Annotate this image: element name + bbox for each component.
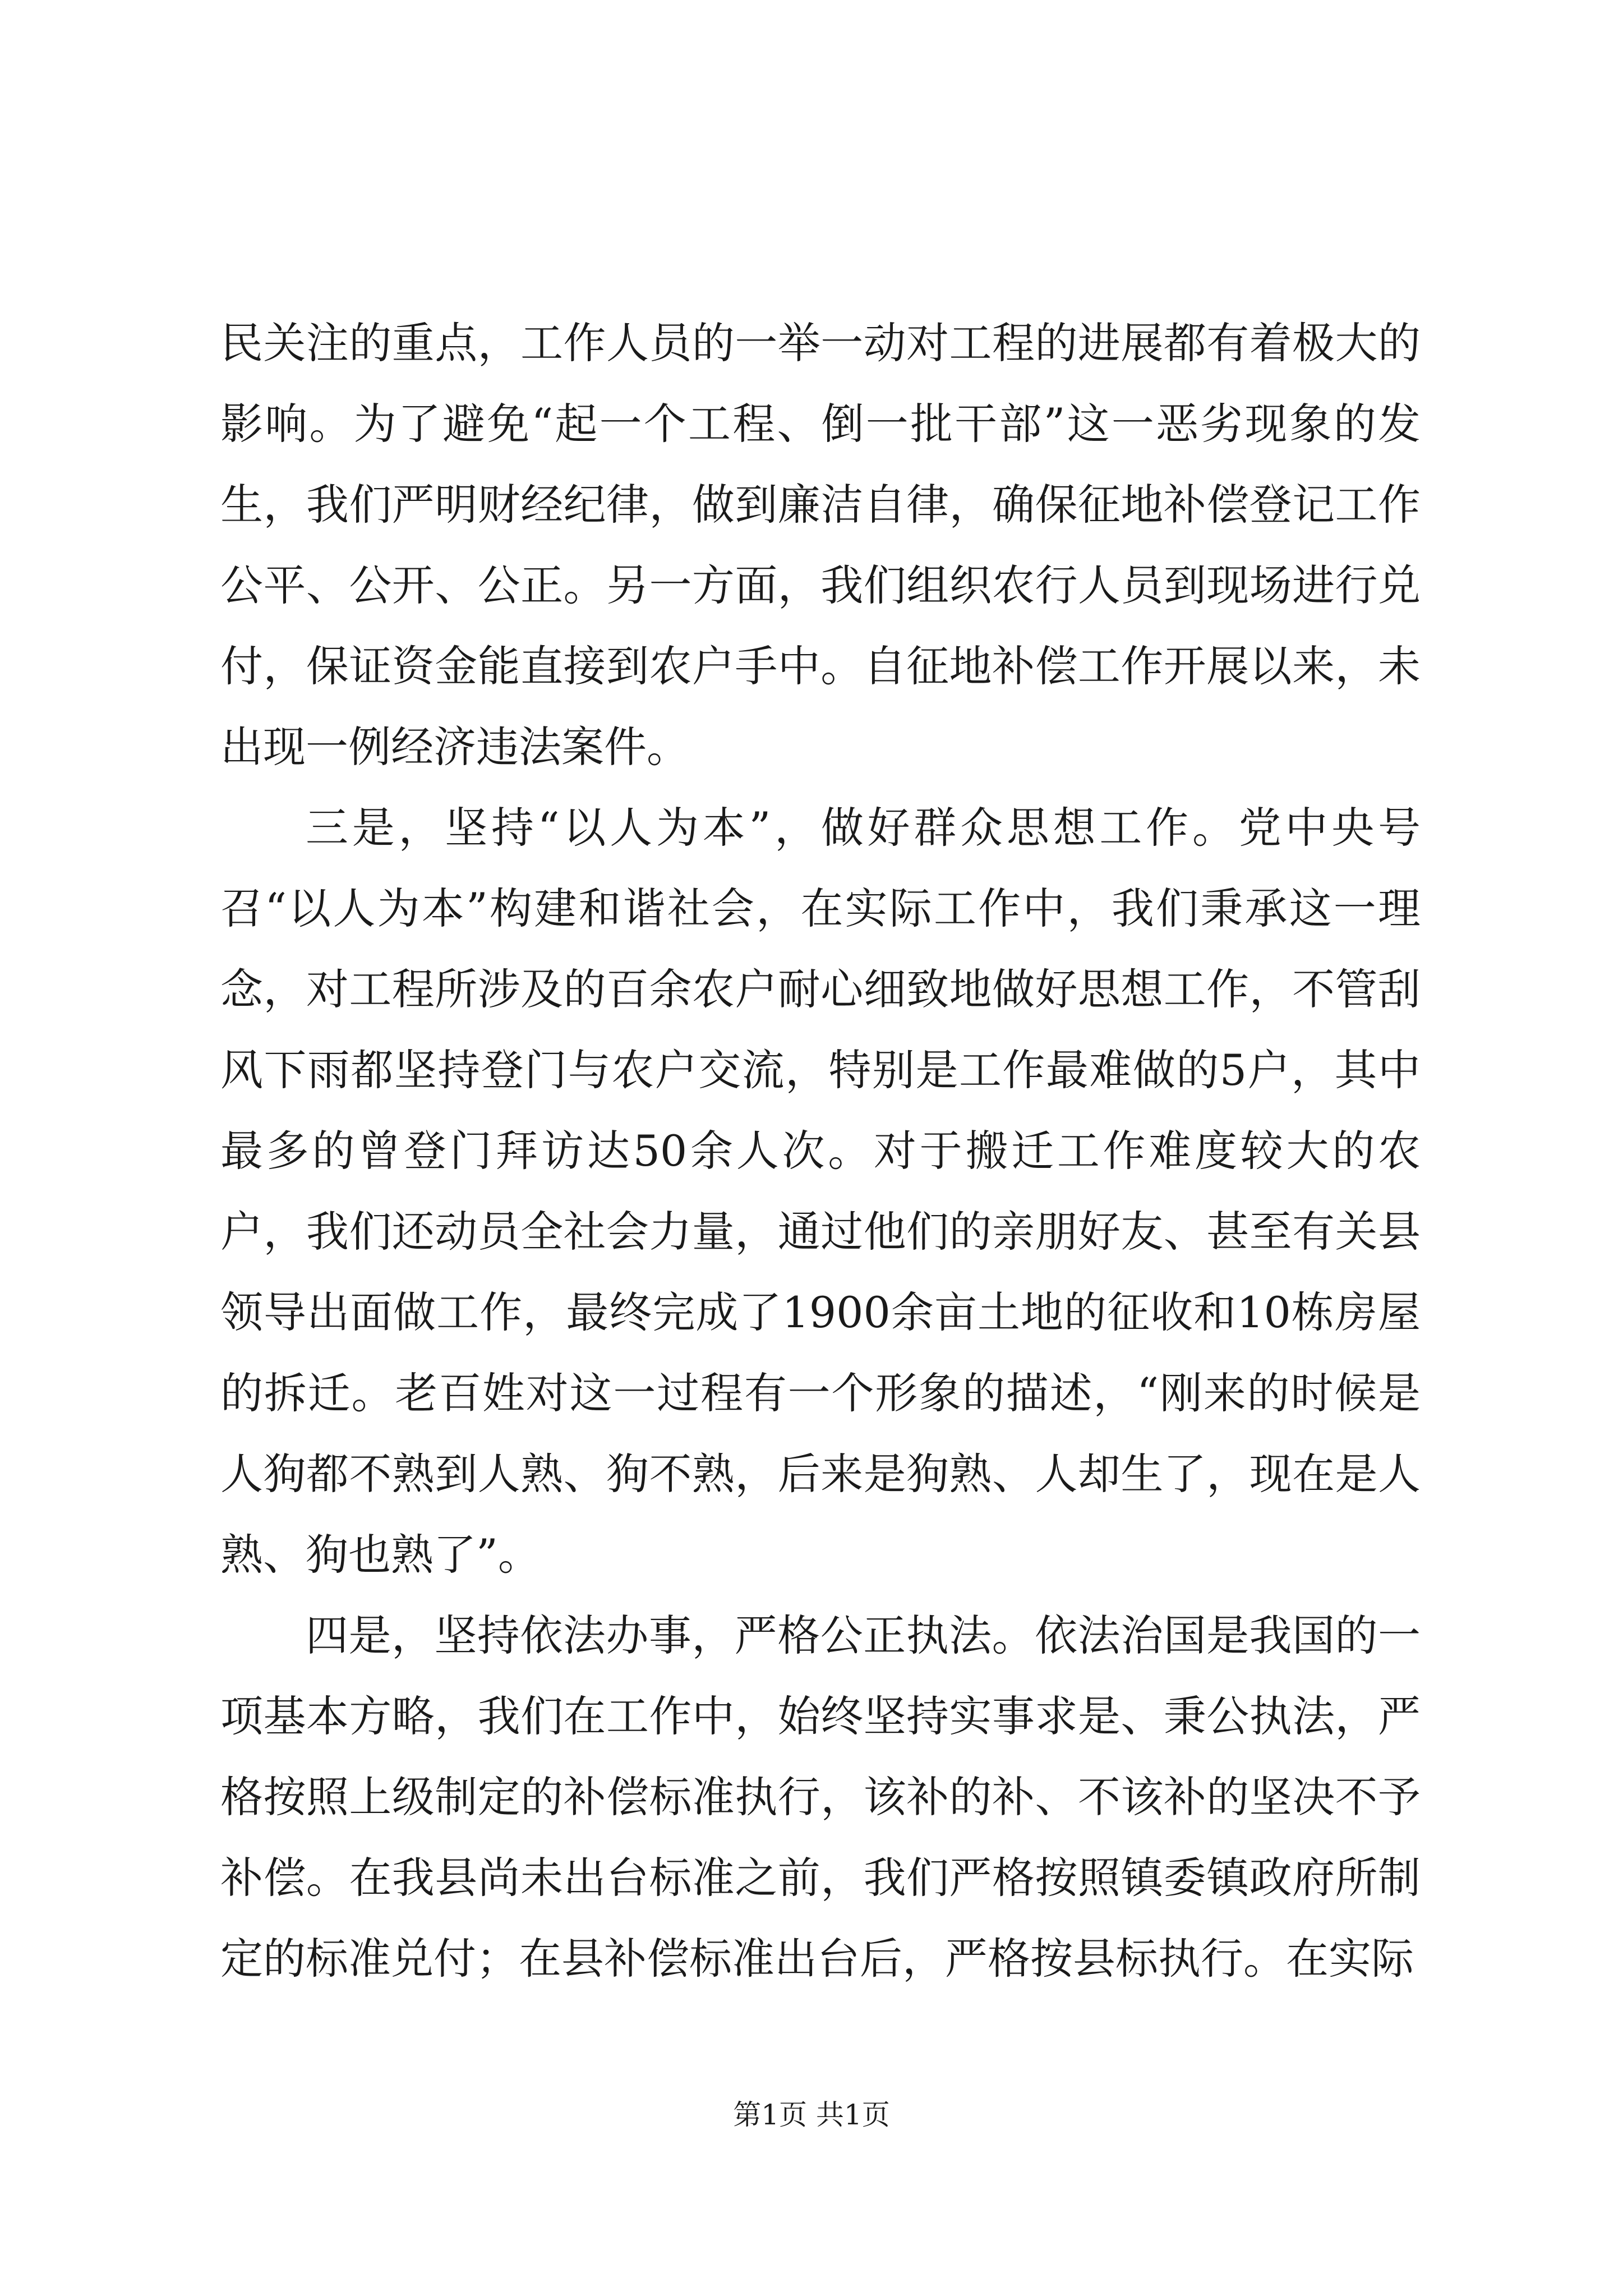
document-body bbox=[220, 303, 1421, 1999]
paragraph-2: 三是，坚持“以人为本”，做好群众思想工作。党中央号召“以人为本”构建和谐社会，在实际工作中，我们秉承这一理念，对工程所涉及的百余农户耐心细致地做好思想工作，不管刮风下雨都坚持登门与农户交流，特别是工作最难做的5户，其中最多的曾登门拜访达50余人次。对于搬迁工作难度较大的农户，我们还动员全社会力量，通过他们的亲朋好友、甚至有关县领导出面做工作，最终完成了1900余亩土地的征收和10栋房屋的拆迁。老百姓对这一过程有一个形象的描述，“刚来的时候是人狗都不熟到人熟、狗不熟，后来是狗熟、人却生了，现在是人熟、狗也熟了”。 bbox=[220, 803, 1421, 1580]
paragraph-1: 民关注的重点，工作人员的一举一动对工程的进展都有着极大的影响。为了避免“起一个工程、倒一批干部”这一恶劣现象的发生，我们严明财经纪律，做到廉洁自律，确保征地补偿登记工作公平、公开、公正。另一方面，我们组织农行人员到现场进行兑付，保证资金能直接到农户手中。自征地补偿工作开展以来，未出现一例经济违法案件。 bbox=[220, 318, 1421, 772]
page-footer: 第1页 共1页 bbox=[733, 2099, 890, 2131]
paragraph-3: 四是，坚持依法办事，严格公正执法。依法治国是我国的一项基本方略，我们在工作中，始终坚持实事求是、秉公执法，严格按照上级制定的补偿标准执行，该补的补、不该补的坚决不予补偿。在我县尚未出台标准之前，我们严格按照镇委镇政府所制定的标准兑付；在县补偿标准出台后，严格按县标执行。在实际 bbox=[220, 1611, 1421, 1984]
